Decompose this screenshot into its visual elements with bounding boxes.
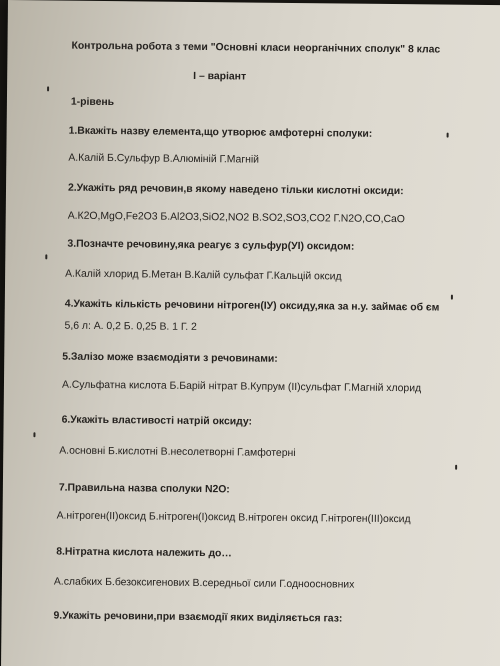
paper-speck xyxy=(451,295,453,300)
paper-speck xyxy=(447,133,449,138)
question-9: 9.Укажіть речовини,при взаємодії яких виділяється газ: xyxy=(53,610,343,625)
answers-1: А.Калій Б.Сульфур В.Алюміній Г.Магній xyxy=(68,152,260,166)
variant-label: I – варіант xyxy=(193,70,247,83)
answers-5: А.Сульфатна кислота Б.Барій нітрат В.Купрум (ІІ)сульфат Г.Магній хлорид xyxy=(61,379,422,395)
paper-speck xyxy=(33,432,35,437)
question-4: 4.Укажіть кількість речовини нітроген(ІУ) оксиду,яка за н.у. займає об єм xyxy=(64,298,440,314)
answers-2: А.К2О,MgO,Fe2O3 Б.Al2O3,SiO2,NO2 B.SO2,SO3,CO2 Г.N2O,CO,CaO xyxy=(67,210,405,226)
answers-7: А.нітроген(ІІ)оксид Б.нітроген(І)оксид В.нітроген оксид Г.нітроген(ІІІ)оксид xyxy=(56,510,411,526)
question-8: 8.Нітратна кислота належить до… xyxy=(56,546,232,560)
paper-speck xyxy=(455,465,457,470)
paper-speck xyxy=(47,86,49,91)
question-6: 6.Укажіть властивості натрій оксиду: xyxy=(61,414,253,428)
question-2: 2.Укажіть ряд речовин,в якому наведено тільки кислотні оксиди: xyxy=(67,182,404,198)
level-label: 1-рівень xyxy=(70,96,115,109)
question-5: 5.Залізо може взаємодіяти з речовинами: xyxy=(62,351,278,365)
question-3: 3.Позначте речовину,яка реагує з сульфур(УІ) оксидом: xyxy=(67,238,355,253)
answers-3: А.Калій хлорид Б.Метан В.Калій сульфат Г.Кальцій оксид xyxy=(65,268,342,283)
question-7: 7.Правильна назва сполуки N2O: xyxy=(58,482,230,496)
test-sheet xyxy=(1,0,500,666)
answers-6: А.основні Б.кислотні В.несолетворні Г.амфотерні xyxy=(59,445,296,460)
answers-8: А.слабких Б.безоксигенових В.середньої сили Г.одноосновних xyxy=(53,576,355,591)
page-title: Контрольна робота з теми "Основні класи неорганічних сполук" 8 клас xyxy=(71,40,441,56)
answers-4: 5,6 л: А. 0,2 Б. 0,25 В. 1 Г. 2 xyxy=(64,320,197,333)
question-1: 1.Вкажіть назву елемента,що утворює амфотерні сполуки: xyxy=(68,125,373,140)
paper-speck xyxy=(45,254,47,259)
